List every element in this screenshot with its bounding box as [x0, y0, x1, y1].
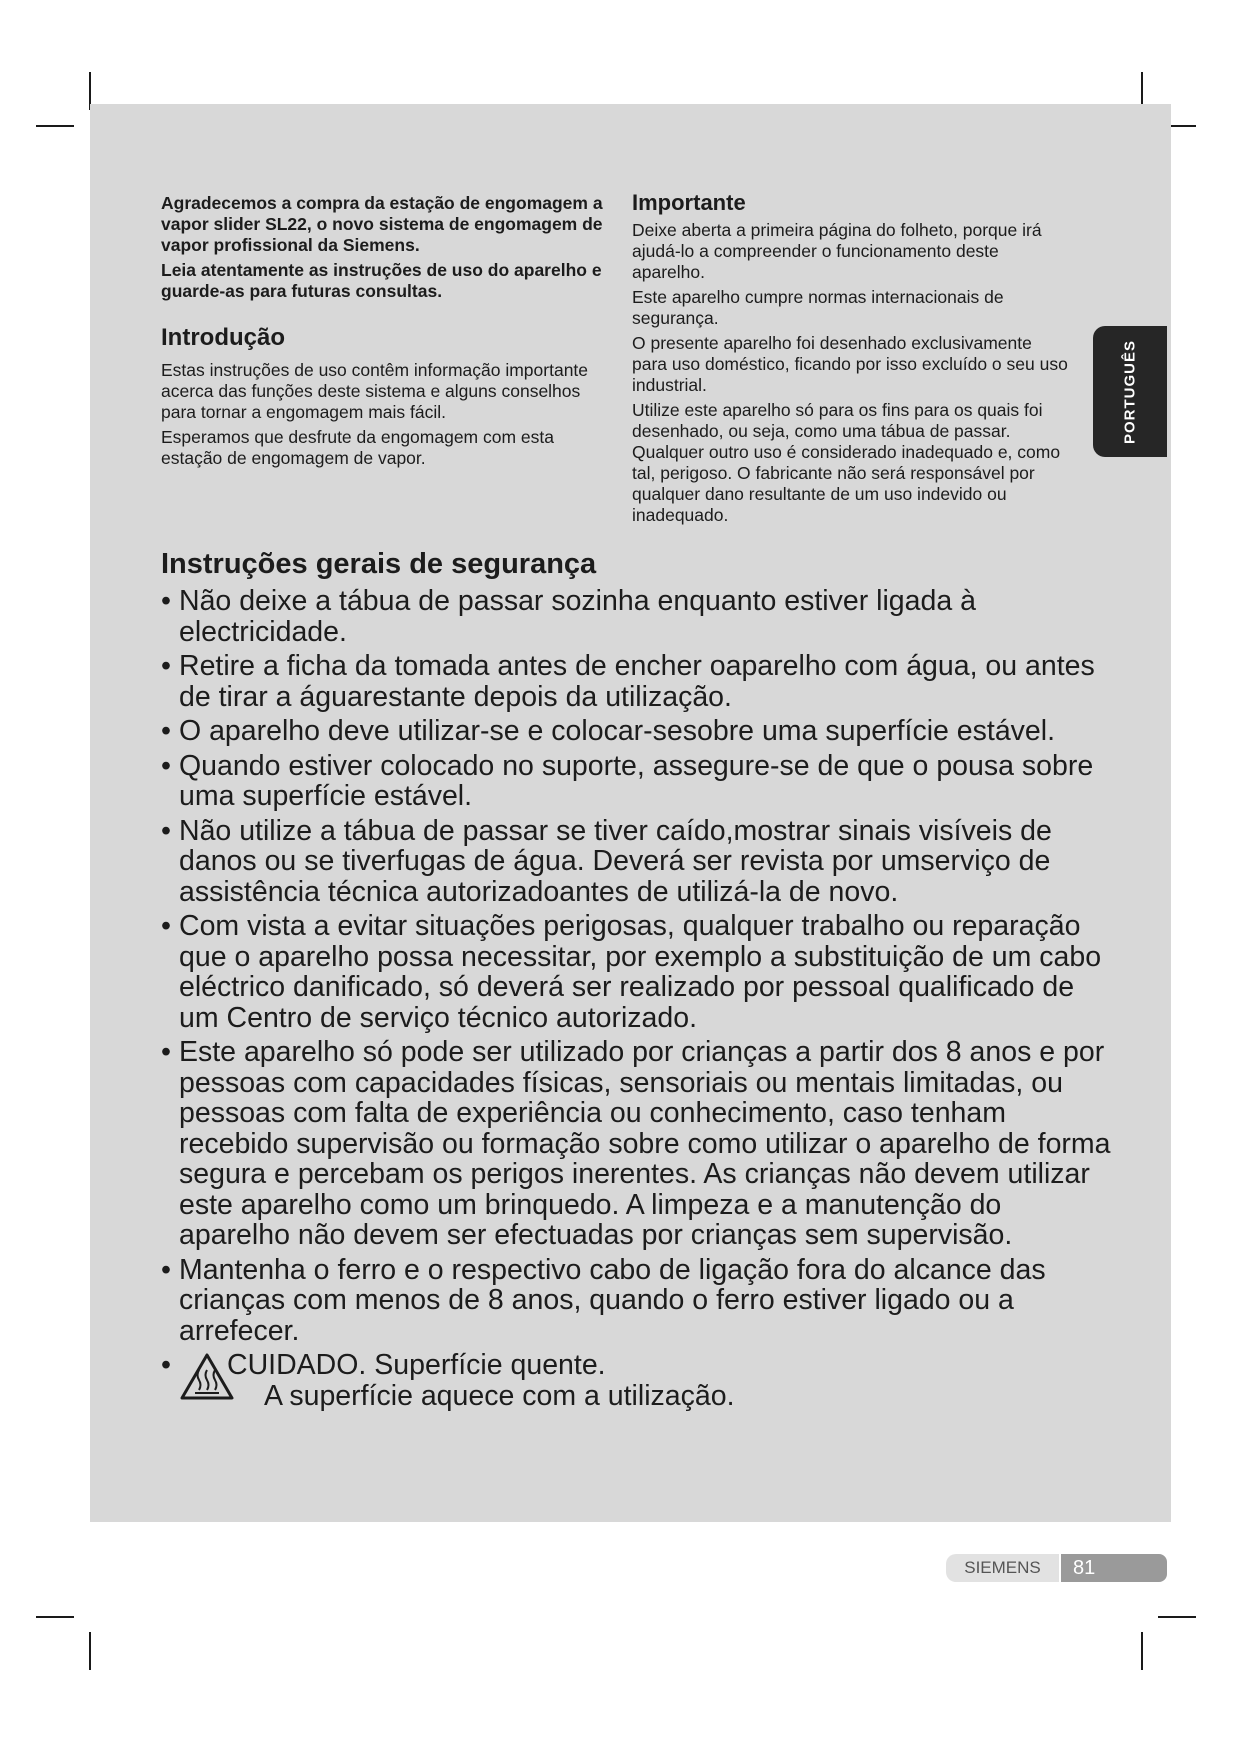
language-tab: [1093, 326, 1167, 457]
bullet: •: [161, 715, 171, 747]
safety-item: • Este aparelho só pode ser utilizado por crianças a partir dos 8 anos e por pessoas com capacidades físicas, sensoriais ou mentais limitadas, ou pessoas com falta de experiência ou conhecimento, caso tenham recebido supervisão ou formação sobre como utilizar o aparelho de forma segura e percebam os perigos inerentes. As crianças não devem utilizar este aparelho como um brinquedo. A limpeza e a manutenção do aparelho não devem ser efectuadas por crianças sem supervisão.: [161, 1036, 1111, 1251]
body-paragraph: Utilize este aparelho só para os fins para os quais foi desenhado, ou seja, como uma tábua de passar. Qualquer outro uso é considerado inadequado e, como tal, perigoso. O fabricante não será responsável por qualquer dano resultante de um uso indevido ou inadequado.: [632, 400, 1061, 525]
safety-item: • Mantenha o ferro e o respectivo cabo de ligação fora do alcance das crianças com menos de 8 anos, quando o ferro estiver ligado ou a arrefecer.: [161, 1253, 1046, 1347]
body-paragraph: Deixe aberta a primeira página do folheto, porque irá ajudá-lo a compreender o funcionamento deste aparelho.: [632, 220, 1042, 282]
section-heading-introducao: Introdução: [161, 324, 285, 351]
intro-paragraph: Agradecemos a compra da estação de engomagem a vapor slider SL22, o novo sistema de engomagem de vapor profissional da Siemens.: [161, 193, 603, 255]
body-paragraph: Este aparelho cumpre normas internacionais de segurança.: [632, 287, 1004, 328]
safety-item: • Quando estiver colocado no suporte, assegure-se de que o pousa sobre uma superfície estável.: [161, 749, 1094, 812]
safety-item: • Retire a ficha da tomada antes de encher oaparelho com água, ou antes de tirar a águarestante depois da utilização.: [161, 650, 1095, 713]
intro-paragraph: Leia atentamente as instruções de uso do aparelho e guarde-as para futuras consultas.: [161, 260, 602, 301]
safety-item: • Com vista a evitar situações perigosas, qualquer trabalho ou reparação que o aparelho possa necessitar, por exemplo a substituição de um cabo eléctrico danificado, só deverá ser realizado por pessoal qualificado de um Centro de serviço técnico autorizado.: [161, 910, 1102, 1034]
hot-surface-warning-icon: [179, 1352, 235, 1402]
crop-mark: [1158, 1616, 1196, 1618]
left-column: [161, 193, 613, 473]
crop-mark: [36, 125, 74, 127]
safety-item-caution: [161, 1350, 1116, 1411]
crop-mark: [1141, 1632, 1143, 1670]
bullet: •: [161, 1253, 171, 1286]
body-paragraph: Esperamos que desfrute da engomagem com esta estação de engomagem de vapor.: [161, 427, 554, 468]
footer-brand: SIEMENS: [946, 1554, 1059, 1582]
safety-item: • Não utilize a tábua de passar se tiver caído,mostrar sinais visíveis de danos ou se tiverfugas de água. Deverá ser revista por umserviço de assistência técnica autorizadoantes de utilizá-la de novo.: [161, 814, 1052, 908]
bullet: •: [161, 749, 171, 782]
bullet: •: [161, 1349, 171, 1381]
page-number: 81: [1061, 1554, 1167, 1582]
crop-mark: [89, 1632, 91, 1670]
caution-line-1: CUIDADO. Superfície quente.: [227, 1349, 606, 1381]
bullet: •: [161, 650, 171, 682]
bullet: •: [161, 814, 171, 847]
safety-title: Instruções gerais de segurança: [161, 548, 597, 580]
bullet: •: [161, 910, 171, 942]
section-heading-importante: Importante: [632, 190, 746, 215]
safety-list: [161, 586, 1116, 1415]
safety-item: • O aparelho deve utilizar-se e colocar-sesobre uma superfície estável.: [161, 715, 1056, 747]
bullet: •: [161, 1036, 171, 1068]
caution-line-2: A superfície aquece com a utilização.: [264, 1379, 735, 1412]
right-column: [632, 190, 1070, 530]
crop-mark: [36, 1616, 74, 1618]
safety-item: • Não deixe a tábua de passar sozinha enquanto estiver ligada à electricidade.: [161, 585, 976, 648]
bullet: •: [161, 585, 171, 617]
body-paragraph: Estas instruções de uso contêm informação importante acerca das funções deste sistema e alguns conselhos para tornar a engomagem mais fácil.: [161, 360, 589, 422]
language-tab-label: PORTUGUÊS: [1121, 339, 1139, 444]
body-paragraph: O presente aparelho foi desenhado exclusivamente para uso doméstico, ficando por isso excluído o seu uso industrial.: [632, 333, 1068, 395]
